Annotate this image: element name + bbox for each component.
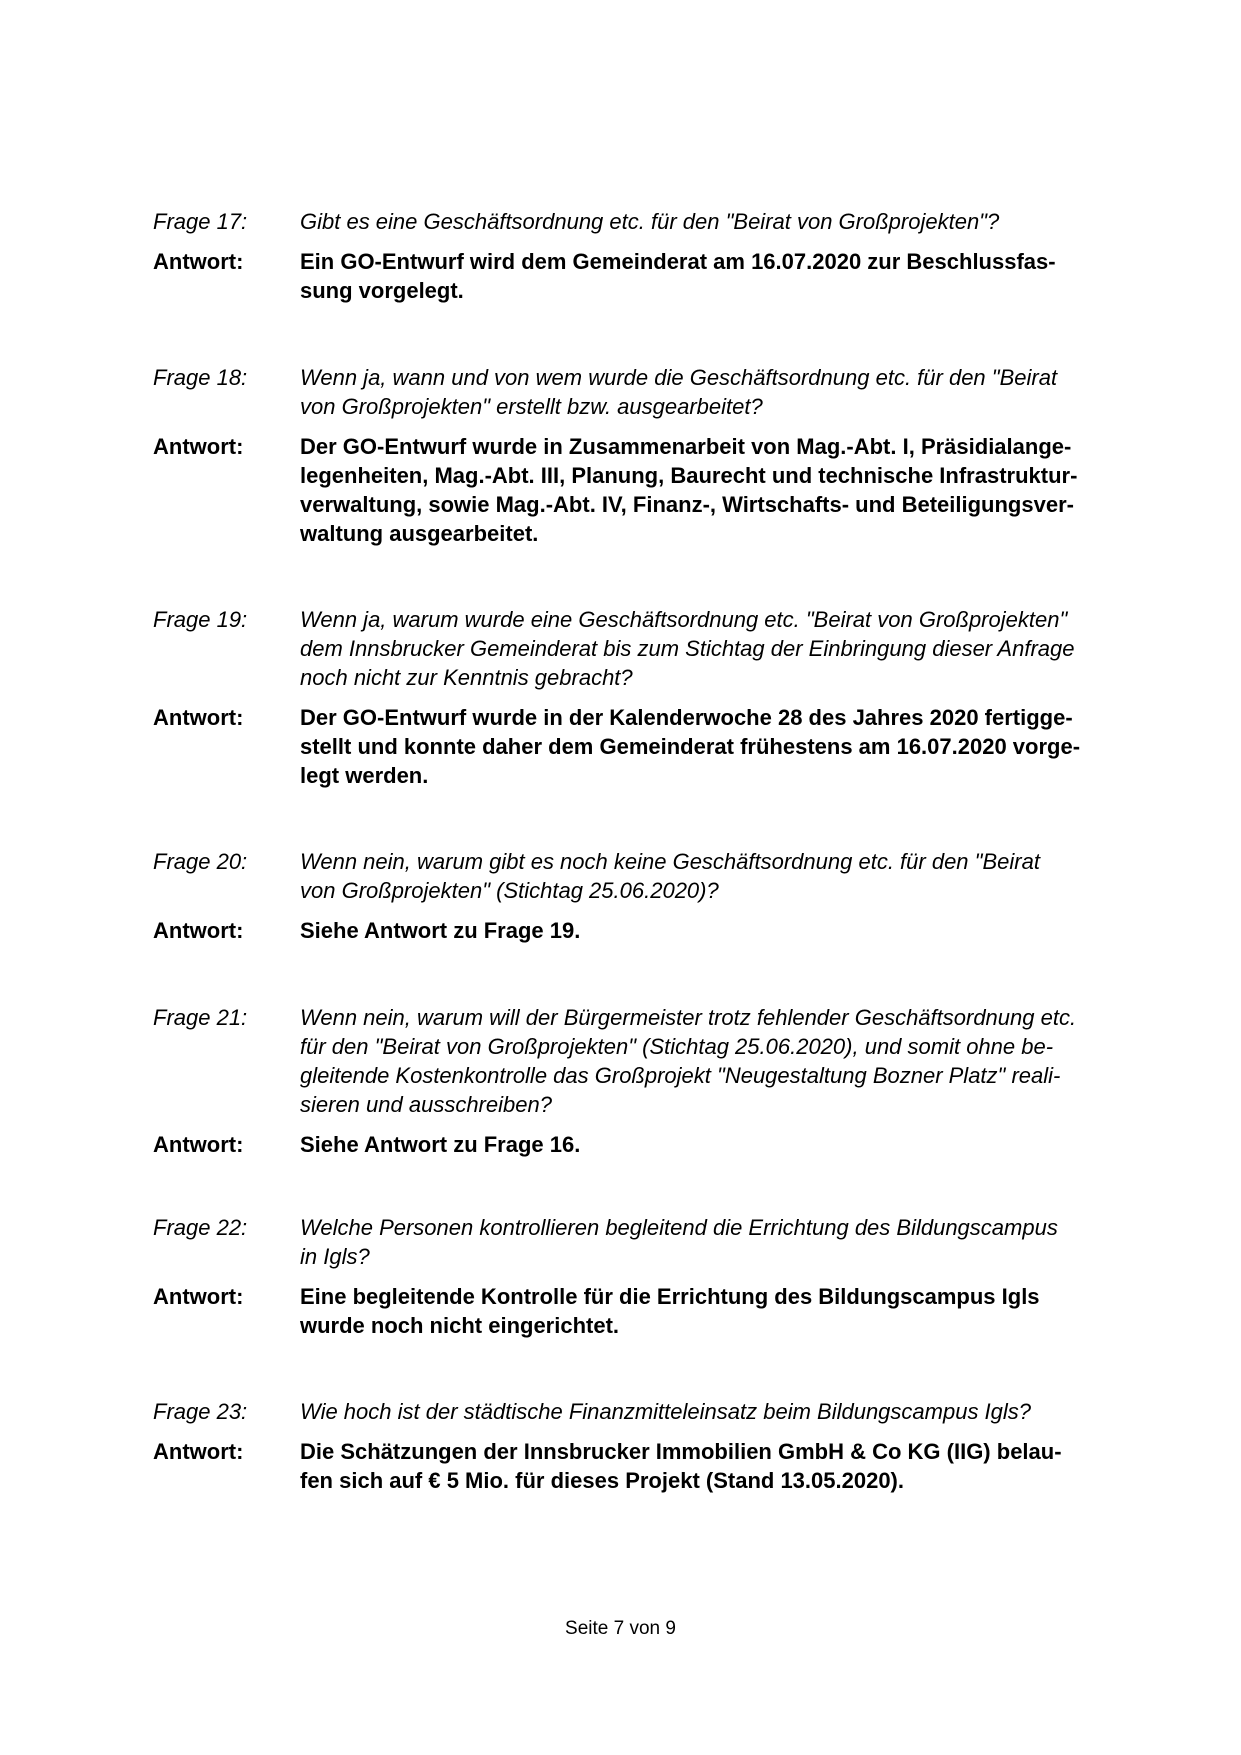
question-label: Frage 23: xyxy=(153,1399,248,1424)
answer-row xyxy=(153,916,1113,945)
qa-block-22 xyxy=(153,1213,1113,1340)
question-row xyxy=(153,1397,1113,1426)
answer-line: fen sich auf € 5 Mio. für dieses Projekt (Stand 13.05.2020). xyxy=(300,1468,904,1493)
question-line: sieren und ausschreiben? xyxy=(300,1092,552,1117)
answer-row xyxy=(153,1130,1113,1159)
answer-line: Ein GO-Entwurf wird dem Gemeinderat am 16.07.2020 zur Beschlussfas- xyxy=(300,249,1056,274)
question-label: Frage 19: xyxy=(153,607,248,632)
qa-block-23 xyxy=(153,1397,1113,1495)
answer-line: legenheiten, Mag.-Abt. III, Planung, Baurecht und technische Infrastruktur- xyxy=(300,463,1078,488)
answer-text xyxy=(300,1130,1110,1159)
answer-row xyxy=(153,1282,1113,1340)
question-text xyxy=(300,207,1110,236)
question-line: Wenn nein, warum will der Bürgermeister trotz fehlender Geschäftsordnung etc. xyxy=(300,1005,1077,1030)
answer-label: Antwort: xyxy=(153,249,244,274)
question-row xyxy=(153,207,1113,236)
question-text xyxy=(300,1003,1110,1119)
question-row xyxy=(153,363,1113,421)
answer-label: Antwort: xyxy=(153,1439,244,1464)
answer-text xyxy=(300,1437,1110,1495)
question-line: gleitende Kostenkontrolle das Großprojekt "Neugestaltung Bozner Platz" reali- xyxy=(300,1063,1061,1088)
document-body xyxy=(153,207,1113,1495)
answer-label: Antwort: xyxy=(153,705,244,730)
question-row xyxy=(153,1003,1113,1119)
page-number: Seite 7 von 9 xyxy=(565,1618,676,1639)
answer-line: Die Schätzungen der Innsbrucker Immobilien GmbH & Co KG (IIG) belau- xyxy=(300,1439,1062,1464)
answer-line: wurde noch nicht eingerichtet. xyxy=(300,1313,620,1338)
answer-line: sung vorgelegt. xyxy=(300,278,464,303)
question-row xyxy=(153,1213,1113,1271)
question-text xyxy=(300,847,1110,905)
answer-text xyxy=(300,916,1110,945)
answer-label: Antwort: xyxy=(153,1132,244,1157)
question-row xyxy=(153,847,1113,905)
answer-line: Siehe Antwort zu Frage 16. xyxy=(300,1132,581,1157)
qa-block-20 xyxy=(153,847,1113,945)
qa-block-17 xyxy=(153,207,1113,305)
answer-line: Siehe Antwort zu Frage 19. xyxy=(300,918,581,943)
answer-row xyxy=(153,703,1113,790)
answer-text xyxy=(300,703,1110,790)
question-line: Wenn ja, wann und von wem wurde die Geschäftsordnung etc. für den "Beirat xyxy=(300,365,1058,390)
answer-label: Antwort: xyxy=(153,1284,244,1309)
question-line: Wenn nein, warum gibt es noch keine Geschäftsordnung etc. für den "Beirat xyxy=(300,849,1040,874)
answer-text xyxy=(300,432,1110,548)
answer-text xyxy=(300,1282,1110,1340)
qa-block-19 xyxy=(153,605,1113,790)
question-text xyxy=(300,1397,1110,1426)
answer-line: legt werden. xyxy=(300,763,429,788)
answer-line: Der GO-Entwurf wurde in der Kalenderwoche 28 des Jahres 2020 fertigge- xyxy=(300,705,1073,730)
question-line: dem Innsbrucker Gemeinderat bis zum Stichtag der Einbringung dieser Anfrage xyxy=(300,636,1075,661)
question-label: Frage 18: xyxy=(153,365,248,390)
question-line: Wie hoch ist der städtische Finanzmitteleinsatz beim Bildungscampus Igls? xyxy=(300,1399,1032,1424)
question-row xyxy=(153,605,1113,692)
question-label: Frage 20: xyxy=(153,849,248,874)
question-line: von Großprojekten" (Stichtag 25.06.2020)? xyxy=(300,878,719,903)
answer-line: waltung ausgearbeitet. xyxy=(300,521,539,546)
answer-line: stellt und konnte daher dem Gemeinderat frühestens am 16.07.2020 vorge- xyxy=(300,734,1081,759)
question-text xyxy=(300,605,1110,692)
answer-line: verwaltung, sowie Mag.-Abt. IV, Finanz-, Wirtschafts- und Beteiligungsver- xyxy=(300,492,1074,517)
question-text xyxy=(300,1213,1110,1271)
question-line: von Großprojekten" erstellt bzw. ausgearbeitet? xyxy=(300,394,763,419)
answer-line: Eine begleitende Kontrolle für die Errichtung des Bildungscampus Igls xyxy=(300,1284,1040,1309)
answer-text xyxy=(300,247,1110,305)
answer-label: Antwort: xyxy=(153,434,244,459)
question-label: Frage 17: xyxy=(153,209,248,234)
question-line: für den "Beirat von Großprojekten" (Stichtag 25.06.2020), und somit ohne be- xyxy=(300,1034,1054,1059)
qa-block-18 xyxy=(153,363,1113,548)
qa-block-21 xyxy=(153,1003,1113,1159)
answer-label: Antwort: xyxy=(153,918,244,943)
question-label: Frage 22: xyxy=(153,1215,248,1240)
answer-row xyxy=(153,432,1113,548)
answer-row xyxy=(153,1437,1113,1495)
question-line: in Igls? xyxy=(300,1244,370,1269)
question-label: Frage 21: xyxy=(153,1005,248,1030)
answer-row xyxy=(153,247,1113,305)
answer-line: Der GO-Entwurf wurde in Zusammenarbeit von Mag.-Abt. I, Präsidialange- xyxy=(300,434,1072,459)
question-line: Welche Personen kontrollieren begleitend die Errichtung des Bildungscampus xyxy=(300,1215,1058,1240)
question-line: Wenn ja, warum wurde eine Geschäftsordnung etc. "Beirat von Großprojekten" xyxy=(300,607,1068,632)
question-line: Gibt es eine Geschäftsordnung etc. für den "Beirat von Großprojekten"? xyxy=(300,209,1000,234)
question-line: noch nicht zur Kenntnis gebracht? xyxy=(300,665,633,690)
question-text xyxy=(300,363,1110,421)
